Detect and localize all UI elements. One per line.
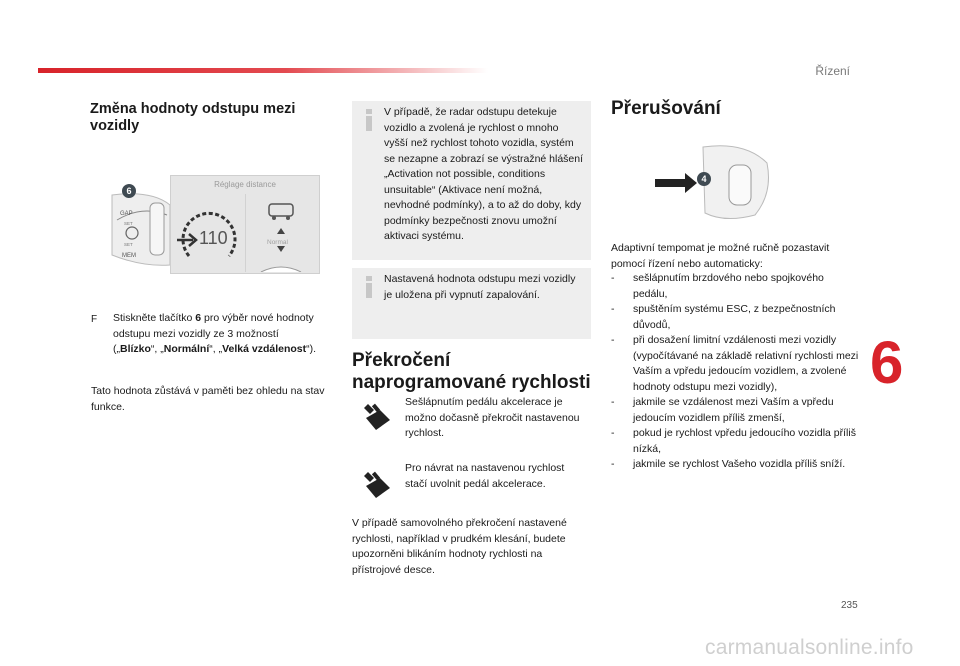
override-release-text: Pro návrat na nastavenou rychlost stačí uvolnit pedál akcelerace. <box>405 462 565 490</box>
callout-badge-6: 6 <box>122 184 136 198</box>
list-item: - při dosažení limitní vzdálenosti mezi vozidly (vypočítávané na základě relativní rychlosti mezi Vaším a vpředu jedoucím vozidlem, a zvolené hodnoty odstupu mezi vozidly), <box>611 334 859 393</box>
lever-label-set-up: SET <box>124 221 133 226</box>
section-label: Řízení <box>815 64 850 78</box>
accelerator-pedal-icon <box>360 400 394 432</box>
heading-speed-override: Překročení naprogramované rychlosti <box>352 350 591 393</box>
pause-conditions-list <box>611 271 861 473</box>
lever-label-mem: MEM <box>122 253 136 259</box>
set-speed-value: 110 <box>199 228 228 248</box>
gap-mode-label: Normal <box>267 239 288 246</box>
bullet-marker: F <box>91 314 98 325</box>
info-icon <box>363 109 375 131</box>
chapter-number: 6 <box>870 329 904 396</box>
lever-label-set-down: SET <box>124 242 133 247</box>
info-icon <box>363 276 375 298</box>
info-box-radar <box>352 101 591 260</box>
distance-setting-panel <box>170 175 320 274</box>
page-number: 235 <box>841 600 858 611</box>
callout-badge-4: 4 <box>697 172 711 186</box>
gap-instruction: Stiskněte tlačítko 6 pro výběr nové hodnoty odstupu mezi vozidly ze 3 možností („Blízko“, „Normální“, „Velká vzdálenost“). <box>113 312 317 355</box>
heading-gap-change: Změna hodnoty odstupu mezi vozidly <box>90 101 296 134</box>
lever-label-gap: GAP <box>120 211 133 217</box>
override-press-text: Sešlápnutím pedálu akcelerace je možno dočasně překročit nastavenou rychlost. <box>405 396 580 439</box>
panel-title: Réglage distance <box>214 180 276 189</box>
accelerator-pedal-icon <box>360 468 394 500</box>
panel-separator <box>245 194 246 272</box>
list-item: - spuštěním systému ESC, z bezpečnostních důvodů, <box>611 303 836 331</box>
watermark: carmanualsonline.info <box>705 636 914 659</box>
steering-lever-illustration-pause <box>655 143 775 223</box>
memory-note: Tato hodnota zůstává v paměti bez ohledu na stav funkce. <box>91 385 325 413</box>
info-box-memory <box>352 268 591 339</box>
top-accent-bar <box>38 68 488 73</box>
heading-interruption: Přerušování <box>611 98 721 119</box>
list-item: - jakmile se rychlost Vašeho vozidla příliš sníží. <box>611 458 846 470</box>
info-text-radar: V případě, že radar odstupu detekuje vozidlo a zvolená je rychlost o mnoho vyšší než rychlost tohoto vozidla, systém se nezapne a zobrazí se výstražné hlášení „Activation not possible, conditions unsuitable“ (Aktivace není možná, nevhodné podmínky), a to až do doby, kdy podmínky bezpečnosti znovu umožní aktivaci systému. <box>384 106 584 242</box>
list-item: - pokud je rychlost vpředu jedoucího vozidla příliš nízká, <box>611 427 856 455</box>
car-distance-icon <box>247 194 317 272</box>
pause-intro: Adaptivní tempomat je možné ručně pozastavit pomocí řízení nebo automaticky: <box>611 242 830 270</box>
list-item: - sešlápnutím brzdového nebo spojkového pedálu, <box>611 272 824 300</box>
overspeed-warning-text: V případě samovolného překročení nastavené rychlosti, například v prudkém klesání, budete upozorněni blikáním hodnoty rychlosti na přístrojové desce. <box>352 517 567 576</box>
list-item: - jakmile se vzdálenost mezi Vaším a vpředu jedoucím vozidlem příliš zmenší, <box>611 396 834 424</box>
info-text-memory: Nastavená hodnota odstupu mezi vozidly je uložena při vypnutí zapalování. <box>384 273 576 301</box>
